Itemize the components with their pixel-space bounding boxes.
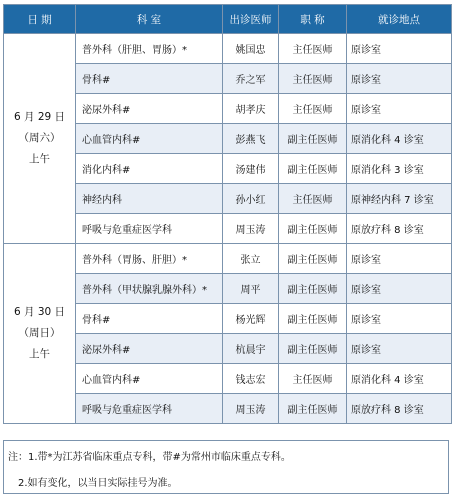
- notes-box: [3, 440, 449, 494]
- date-line-2: （周六）: [18, 132, 61, 144]
- title-cell: 副主任医师: [279, 244, 347, 274]
- note-line-1: 注：1.带*为江苏省临床重点专科，带#为常州市临床重点专科。: [8, 452, 291, 463]
- doctor-cell: 乔之军: [223, 64, 279, 94]
- dept-cell: 泌尿外科#: [76, 94, 223, 124]
- dept-cell: 普外科（胃肠、肝胆）*: [76, 244, 223, 274]
- date-cell: [4, 34, 76, 244]
- date-cell: [4, 244, 76, 424]
- title-cell: 副主任医师: [279, 394, 347, 424]
- doctor-cell: 张立: [223, 244, 279, 274]
- location-cell: 原诊室: [347, 304, 452, 334]
- doctor-cell: 彭燕飞: [223, 124, 279, 154]
- date-line-2: （周日）: [18, 327, 61, 339]
- dept-cell: 普外科（肝胆、胃肠）*: [76, 34, 223, 64]
- date-line-1: 6 月 30 日: [13, 306, 66, 318]
- header-location: 就诊地点: [347, 5, 452, 34]
- table-row: [4, 34, 452, 64]
- title-cell: 副主任医师: [279, 274, 347, 304]
- title-cell: 副主任医师: [279, 214, 347, 244]
- header-date: 日 期: [4, 5, 76, 34]
- location-cell: 原放疗科 8 诊室: [347, 394, 452, 424]
- title-cell: 主任医师: [279, 94, 347, 124]
- location-cell: 原诊室: [347, 334, 452, 364]
- title-cell: 主任医师: [279, 34, 347, 64]
- dept-cell: 骨科#: [76, 64, 223, 94]
- date-line-3: 上午: [29, 348, 50, 360]
- doctor-cell: 姚国忠: [223, 34, 279, 64]
- title-cell: 主任医师: [279, 184, 347, 214]
- doctor-cell: 周玉涛: [223, 394, 279, 424]
- dept-cell: 神经内科: [76, 184, 223, 214]
- doctor-cell: 汤建伟: [223, 154, 279, 184]
- location-cell: 原消化科 4 诊室: [347, 124, 452, 154]
- dept-cell: 消化内科#: [76, 154, 223, 184]
- location-cell: 原诊室: [347, 64, 452, 94]
- dept-cell: 泌尿外科#: [76, 334, 223, 364]
- table-header-row: [4, 5, 452, 34]
- date-line-1: 6 月 29 日: [13, 111, 66, 123]
- title-cell: 主任医师: [279, 364, 347, 394]
- title-cell: 副主任医师: [279, 304, 347, 334]
- doctor-cell: 杨光辉: [223, 304, 279, 334]
- table-row: [4, 244, 452, 274]
- location-cell: 原诊室: [347, 274, 452, 304]
- dept-cell: 心血管内科#: [76, 364, 223, 394]
- doctor-cell: 钱志宏: [223, 364, 279, 394]
- title-cell: 副主任医师: [279, 124, 347, 154]
- doctor-cell: 周平: [223, 274, 279, 304]
- title-cell: 主任医师: [279, 64, 347, 94]
- dept-cell: 呼吸与危重症医学科: [76, 214, 223, 244]
- header-title: 职 称: [279, 5, 347, 34]
- location-cell: 原诊室: [347, 94, 452, 124]
- dept-cell: 普外科（甲状腺乳腺外科）*: [76, 274, 223, 304]
- location-cell: 原放疗科 8 诊室: [347, 214, 452, 244]
- header-doctor: 出诊医师: [223, 5, 279, 34]
- title-cell: 副主任医师: [279, 334, 347, 364]
- doctor-cell: 胡孝庆: [223, 94, 279, 124]
- dept-cell: 心血管内科#: [76, 124, 223, 154]
- note-line-2: 2.如有变化，以当日实际挂号为准。: [18, 478, 178, 489]
- doctor-cell: 孙小红: [223, 184, 279, 214]
- title-cell: 副主任医师: [279, 154, 347, 184]
- location-cell: 原消化科 4 诊室: [347, 364, 452, 394]
- doctor-cell: 杭晨宇: [223, 334, 279, 364]
- location-cell: 原诊室: [347, 244, 452, 274]
- header-dept: 科 室: [76, 5, 223, 34]
- location-cell: 原诊室: [347, 34, 452, 64]
- location-cell: 原神经内科 7 诊室: [347, 184, 452, 214]
- location-cell: 原消化科 3 诊室: [347, 154, 452, 184]
- schedule-table: [3, 4, 452, 424]
- dept-cell: 骨科#: [76, 304, 223, 334]
- doctor-cell: 周玉涛: [223, 214, 279, 244]
- date-line-3: 上午: [29, 153, 50, 165]
- dept-cell: 呼吸与危重症医学科: [76, 394, 223, 424]
